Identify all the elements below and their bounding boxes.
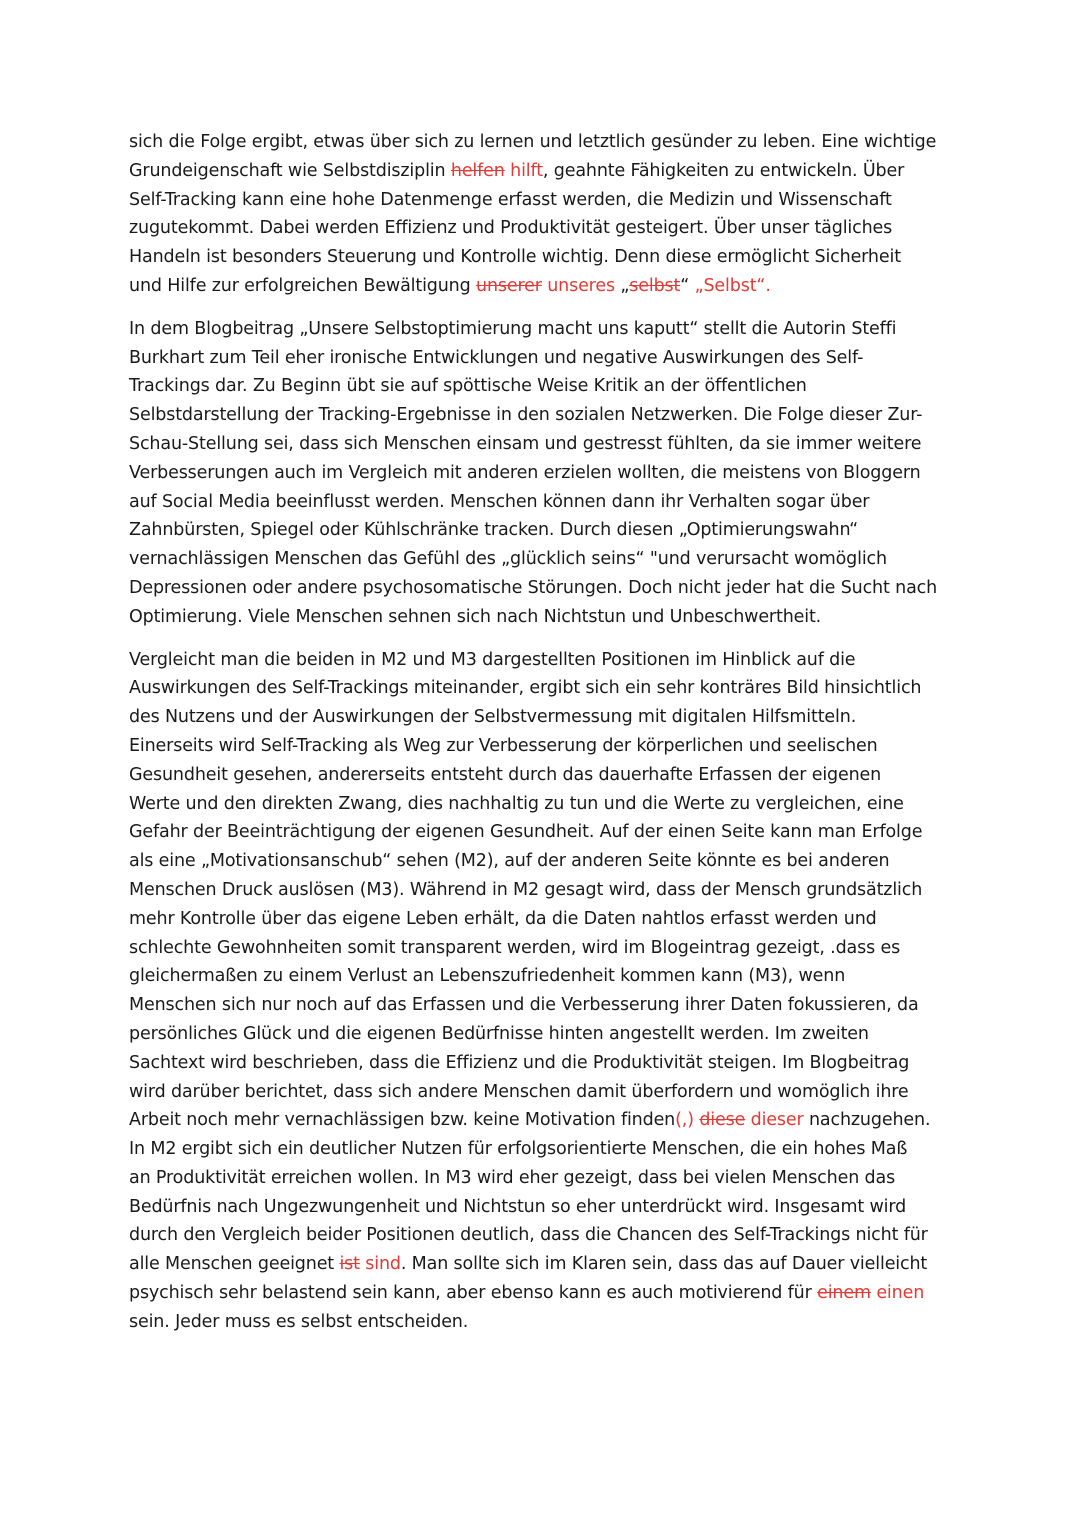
text-line [129, 761, 959, 790]
text-line [129, 272, 959, 301]
text-line [129, 1250, 959, 1279]
text-line [129, 818, 959, 847]
text-run: Sachtext wird beschrieben, dass die Effizienz und die Produktivität steigen. Im Blogbeitrag [129, 1052, 910, 1073]
text-line [129, 1308, 959, 1337]
deleted-text: selbst [629, 275, 681, 296]
text-run: wird darüber berichtet, dass sich andere Menschen damit überfordern und womöglich ihre [129, 1081, 909, 1102]
text-run: Zahnbürsten, Spiegel oder Kühlschränke tracken. Durch diesen „Optimierungswahn“ [129, 520, 859, 541]
text-line [129, 128, 959, 157]
text-run: psychisch sehr belastend sein kann, aber ebenso kann es auch motivierend für [129, 1283, 818, 1304]
essay-document [129, 128, 959, 1351]
text-run: Selbstdarstellung der Tracking-Ergebnisse in den sozialen Netzwerken. Die Folge dieser Zur- [129, 405, 923, 426]
text-line [129, 1049, 959, 1078]
text-run: alle Menschen geeignet [129, 1254, 340, 1275]
text-line [129, 459, 959, 488]
text-line [129, 214, 959, 243]
text-run: durch den Vergleich beider Positionen deutlich, dass die Chancen des Self-Trackings nicht für [129, 1225, 928, 1246]
text-run: Bedürfnis nach Ungezwungenheit und Nichtstun so eher unterdrückt wird. Insgesamt wird [129, 1196, 907, 1217]
text-line [129, 1020, 959, 1049]
text-line [129, 962, 959, 991]
text-run: Werte und den direkten Zwang, dies nachhaltig zu tun und die Werte zu vergleichen, eine [129, 793, 904, 814]
text-line [129, 401, 959, 430]
text-run: Handeln ist besonders Steuerung und Kontrolle wichtig. Denn diese ermöglicht Sicherheit [129, 247, 901, 268]
text-line [129, 646, 959, 675]
inserted-correction: sind [365, 1254, 401, 1275]
text-line [129, 934, 959, 963]
text-line [129, 516, 959, 545]
text-run: Depressionen oder andere psychosomatische Störungen. Doch nicht jeder hat die Sucht nach [129, 577, 938, 598]
text-line [129, 1221, 959, 1250]
text-run: an Produktivität erreichen wollen. In M3 wird eher gezeigt, dass bei vielen Menschen das [129, 1167, 896, 1188]
text-run: als eine „Motivationsanschub“ sehen (M2), auf der anderen Seite könnte es bei anderen [129, 851, 890, 872]
text-line [129, 372, 959, 401]
text-run: Gefahr der Beeinträchtigung der eigenen Gesundheit. Auf der einen Seite kann man Erfolge [129, 822, 923, 843]
inserted-correction: hilft [510, 160, 543, 181]
text-run: Auswirkungen des Self-Trackings miteinander, ergibt sich ein sehr konträres Bild hinsichtlich [129, 678, 922, 699]
text-line [129, 1279, 959, 1308]
text-line [129, 430, 959, 459]
deleted-text: unserer [476, 275, 542, 296]
text-run: sich die Folge ergibt, etwas über sich zu lernen und letztlich gesünder zu leben. Eine wichtige [129, 132, 937, 152]
text-run: Vergleicht man die beiden in M2 und M3 dargestellten Positionen im Hinblick auf die [129, 649, 856, 670]
text-run: , geahnte Fähigkeiten zu entwickeln. Über [542, 160, 905, 181]
text-run: Schau-Stellung sei, dass sich Menschen einsam und gestresst fühlten, da sie immer weitere [129, 433, 922, 454]
text-run: „ [614, 275, 630, 296]
text-run: Grundeigenschaft wie Selbstdisziplin [129, 160, 451, 181]
paragraph-2 [129, 315, 959, 632]
text-run: Verbesserungen auch im Vergleich mit anderen erzielen wollten, die meistens von Bloggern [129, 462, 921, 483]
text-run: “ [680, 275, 695, 296]
paragraph-3 [129, 646, 959, 1337]
text-run: gleichermaßen zu einem Verlust an Lebenszufriedenheit kommen kann (M3), wenn [129, 966, 846, 987]
text-run: sein. Jeder muss es selbst entscheiden. [129, 1311, 469, 1332]
inserted-correction: dieser [750, 1110, 804, 1131]
text-run: auf Social Media beeinflusst werden. Menschen können dann ihr Verhalten sogar über [129, 491, 870, 512]
text-run: Burkhart zum Teil eher ironische Entwicklungen und negative Auswirkungen des Self- [129, 347, 864, 368]
text-run: Trackings dar. Zu Beginn übt sie auf spöttische Weise Kritik an der öffentlichen [129, 376, 807, 397]
text-line [129, 545, 959, 574]
text-line [129, 243, 959, 272]
deleted-text: einem [817, 1283, 871, 1304]
text-line [129, 157, 959, 186]
text-line [129, 1078, 959, 1107]
text-line [129, 905, 959, 934]
text-line [129, 315, 959, 344]
text-run: Self-Tracking kann eine hohe Datenmenge erfasst werden, die Medizin und Wissenschaft [129, 189, 892, 210]
text-line [129, 488, 959, 517]
text-run: Optimierung. Viele Menschen sehnen sich nach Nichtstun und Unbeschwertheit. [129, 606, 822, 627]
text-run: Menschen Druck auslösen (M3). Während in M2 gesagt wird, dass der Mensch grundsätzlich [129, 879, 923, 900]
text-run: und Hilfe zur erfolgreichen Bewältigung [129, 275, 476, 296]
text-line [129, 847, 959, 876]
text-run: persönliches Glück und die eigenen Bedürfnisse hinten angestellt werden. Im zweiten [129, 1023, 869, 1044]
text-line [129, 603, 959, 632]
text-line [129, 574, 959, 603]
deleted-text: ist [339, 1254, 360, 1275]
text-line [129, 344, 959, 373]
text-line [129, 1135, 959, 1164]
deleted-text: helfen [450, 160, 505, 181]
text-line [129, 1193, 959, 1222]
inserted-correction: „Selbst“. [694, 275, 771, 296]
inserted-correction: einen [876, 1283, 925, 1304]
paragraph-1 [129, 128, 959, 301]
text-run: Gesundheit gesehen, andererseits entsteht durch das dauerhafte Erfassen der eigenen [129, 764, 882, 785]
deleted-text: diese [699, 1110, 746, 1131]
text-line [129, 991, 959, 1020]
text-run: schlechte Gewohnheiten somit transparent werden, wird im Blogeintrag gezeigt, .dass es [129, 937, 901, 958]
text-line [129, 186, 959, 215]
text-line [129, 1106, 959, 1135]
inserted-correction: (,) [675, 1110, 694, 1131]
text-line [129, 732, 959, 761]
inserted-correction: unseres [547, 275, 615, 296]
text-run: Einerseits wird Self-Tracking als Weg zur Verbesserung der körperlichen und seelischen [129, 735, 878, 756]
text-run: mehr Kontrolle über das eigene Leben erhält, da die Daten nahtlos erfasst werden und [129, 908, 877, 929]
text-run: Menschen sich nur noch auf das Erfassen und die Verbesserung ihrer Daten fokussieren, da [129, 995, 919, 1016]
text-line [129, 876, 959, 905]
text-run: . Man sollte sich im Klaren sein, dass das auf Dauer vielleicht [400, 1254, 928, 1275]
text-run: nachzugehen. [803, 1110, 931, 1131]
text-line [129, 674, 959, 703]
text-line [129, 703, 959, 732]
text-line [129, 790, 959, 819]
text-run: In dem Blogbeitrag „Unsere Selbstoptimierung macht uns kaputt“ stellt die Autorin Steffi [129, 318, 897, 339]
text-run: zugutekommt. Dabei werden Effizienz und Produktivität gesteigert. Über unser tägliches [129, 218, 893, 239]
text-line [129, 1164, 959, 1193]
text-run: Arbeit noch mehr vernachlässigen bzw. keine Motivation finden [129, 1110, 676, 1131]
text-run: des Nutzens und der Auswirkungen der Selbstvermessung mit digitalen Hilfsmitteln. [129, 707, 857, 728]
text-run: vernachlässigen Menschen das Gefühl des „glücklich seins“ "und verursacht womöglich [129, 549, 887, 570]
text-run: In M2 ergibt sich ein deutlicher Nutzen für erfolgsorientierte Menschen, die ein hohes Maß [129, 1139, 908, 1160]
